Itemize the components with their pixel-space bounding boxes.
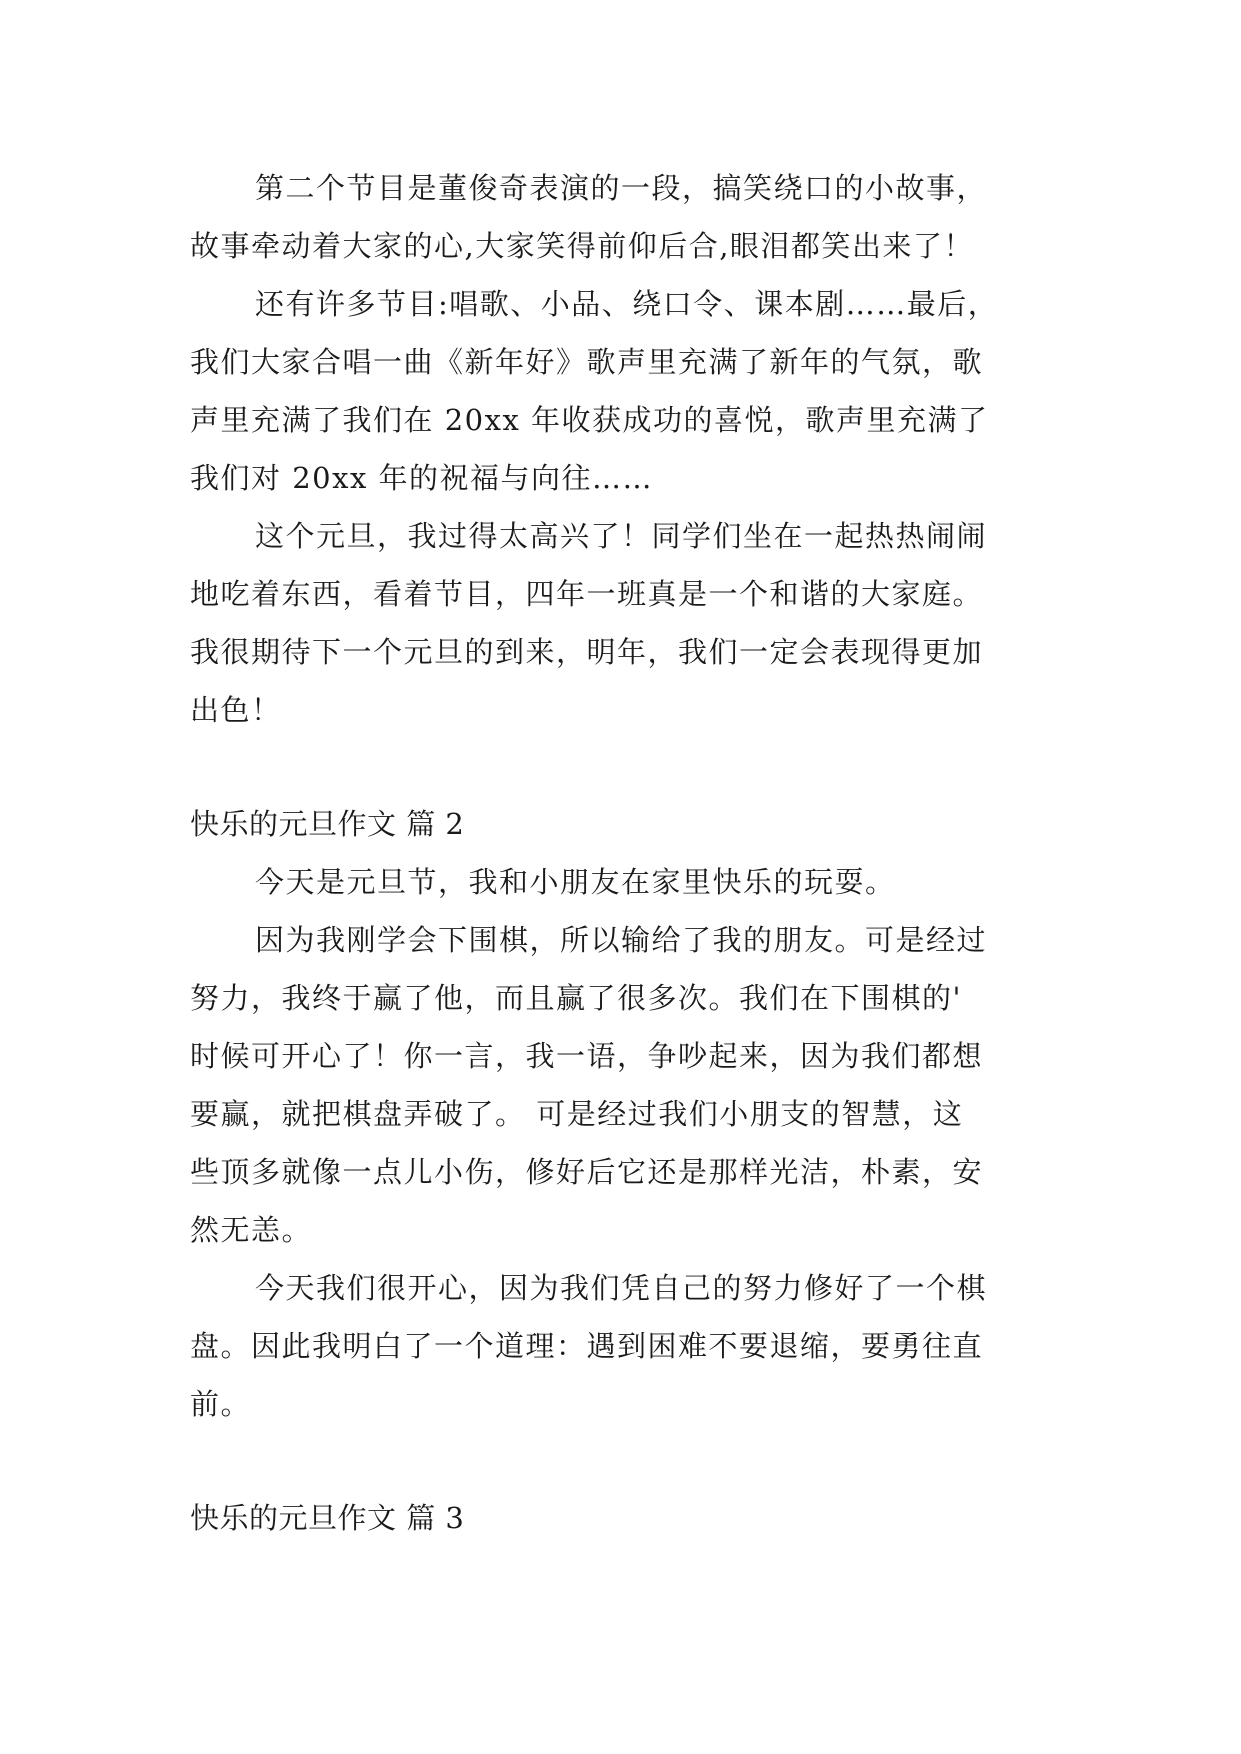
paragraph-line: 些顶多就像一点儿小伤，修好后它还是那样光洁，朴素，安	[190, 1155, 984, 1189]
paragraph-line: 时候可开心了！你一言，我一语，争吵起来，因为我们都想	[190, 1039, 984, 1073]
section-heading: 快乐的元旦作文 篇 3	[190, 1501, 465, 1535]
paragraph-line: 今天是元旦节，我和小朋友在家里快乐的玩耍。	[255, 865, 896, 899]
paragraph-line: 盘。因此我明白了一个道理：遇到困难不要退缩，要勇往直	[190, 1329, 984, 1363]
paragraph-line: 今天我们很开心，因为我们凭自己的努力修好了一个棋	[255, 1271, 988, 1305]
paragraph-line: 地吃着东西，看着节目，四年一班真是一个和谐的大家庭。	[190, 577, 984, 611]
paragraph-line: 第二个节目是董俊奇表演的一段，搞笑绕口的小故事，	[255, 171, 988, 205]
paragraph-line: 我们大家合唱一曲《新年好》歌声里充满了新年的气氛，歌	[190, 345, 984, 379]
paragraph-line: 我很期待下一个元旦的到来，明年，我们一定会表现得更加	[190, 635, 984, 669]
paragraph-line: 要赢，就把棋盘弄破了。 可是经过我们小朋支的智慧，这	[190, 1097, 964, 1131]
section-heading: 快乐的元旦作文 篇 2	[190, 807, 465, 841]
paragraph-line: 出色！	[190, 693, 282, 727]
paragraph-line: 因为我刚学会下围棋，所以输给了我的朋友。可是经过	[255, 923, 988, 957]
paragraph-line: 这个元旦，我过得太高兴了！同学们坐在一起热热闹闹	[255, 519, 988, 553]
paragraph-line: 前。	[190, 1387, 252, 1421]
paragraph-line: 然无恙。	[190, 1213, 313, 1247]
paragraph-line: 努力，我终于赢了他，而且赢了很多次。我们在下围棋的'	[190, 981, 962, 1015]
paragraph-line: 还有许多节目:唱歌、小品、绕口令、课本剧……最后，	[255, 287, 999, 321]
paragraph-line: 故事牵动着大家的心,大家笑得前仰后合,眼泪都笑出来了！	[190, 229, 974, 263]
paragraph-line: 声里充满了我们在 20xx 年收获成功的喜悦，歌声里充满了	[190, 403, 989, 437]
paragraph-line: 我们对 20xx 年的祝福与向往……	[190, 461, 654, 495]
